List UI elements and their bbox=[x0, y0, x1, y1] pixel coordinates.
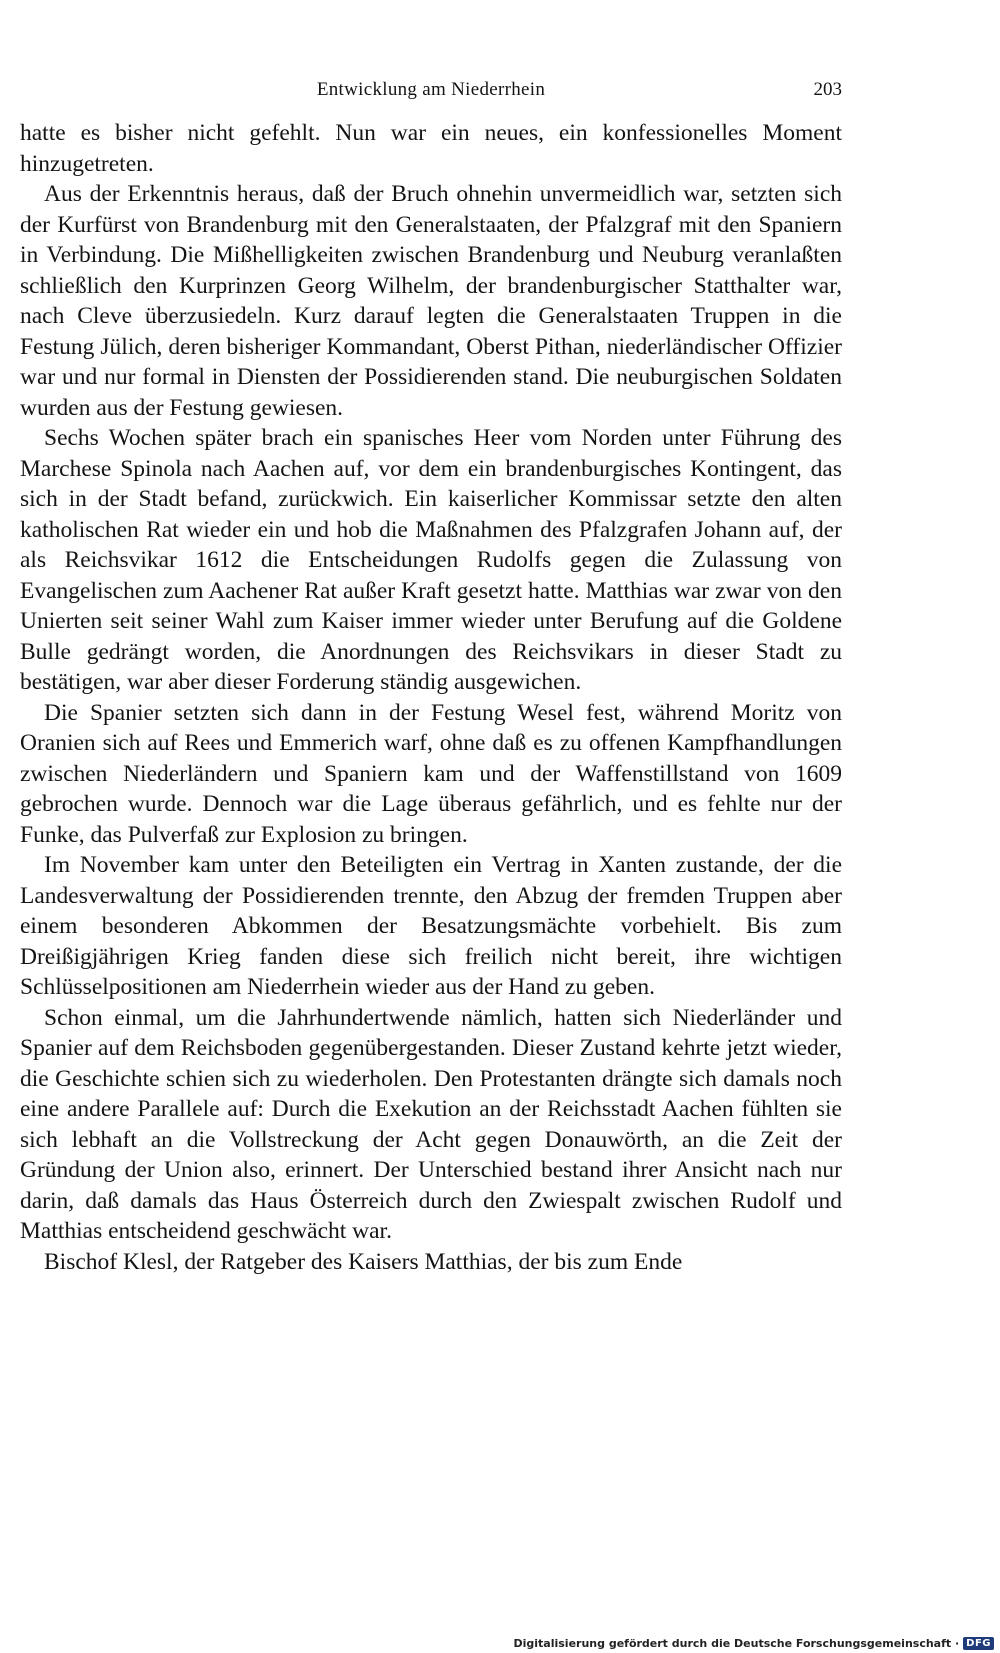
paragraph-7: Bischof Klesl, der Ratgeber des Kaisers Matthias, der bis zum Ende bbox=[44, 1248, 683, 1275]
running-title: Entwicklung am Niederrhein bbox=[316, 79, 546, 100]
paragraph-2: Aus der Erkenntnis heraus, daß der Bruch ohnehin unvermeidlich war, setzten sich der Kurfürst von Brandenburg mit den Generalstaaten, der Pfalzgraf mit den Spaniern in Verbindung. Die Mißhelligkeiten zwischen Brandenburg und Neuburg veranlaßten schließlich den Kurprinzen Georg Wilhelm, der brandenburgischer Statthalter war, nach Cleve überzusiedeln. Kurz darauf legten die Generalstaaten Truppen in die Festung Jülich, deren bisheriger Kommandant, Oberst Pithan, niederländischer Offizier war und nur formal in Diensten der Possidierenden stand. Die neuburgischen Soldaten wurden aus der Festung gewiesen. bbox=[20, 181, 842, 421]
digitization-credit bbox=[513, 1635, 994, 1651]
paragraph-1: hatte es bisher nicht gefehlt. Nun war ein neues, ein konfessionelles Moment hinzugetreten. bbox=[20, 120, 842, 177]
dfg-logo: DFG bbox=[963, 1637, 994, 1650]
paragraph-4: Die Spanier setzten sich dann in der Festung Wesel fest, während Moritz von Oranien sich auf Rees und Emmerich warf, ohne daß es zu offenen Kampfhandlungen zwischen Niederländern und Spaniern kam und der Waffenstillstand von 1609 gebrochen wurde. Dennoch war die Lage überaus gefährlich, und es fehlte nur der Funke, das Pulverfaß zur Explosion zu bringen. bbox=[20, 699, 842, 848]
body-text bbox=[20, 118, 842, 1277]
paragraph-3: Sechs Wochen später brach ein spanisches Heer vom Norden unter Führung des Marchese Spinola nach Aachen auf, vor dem ein brandenburgisches Kontingent, das sich in der Stadt befand, zurückwich. Ein kaiserlicher Kommissar setzte den alten katholischen Rat wieder ein und hob die Maßnahmen des Pfalzgrafen Johann auf, der als Reichsvikar 1612 die Entscheidungen Rudolfs gegen die Zulassung von Evangelischen zum Aachener Rat außer Kraft gesetzt hatte. Matthias war zwar von den Unierten seit seiner Wahl zum Kaiser immer wieder unter Berufung auf die Goldene Bulle gedrängt worden, die Anordnungen des Reichsvikars in dieser Stadt zu bestätigen, war aber dieser Forderung ständig ausgewichen. bbox=[20, 425, 842, 695]
running-head bbox=[20, 76, 842, 104]
credit-text: Digitalisierung gefördert durch die Deutsche Forschungsgemeinschaft · bbox=[513, 1636, 960, 1650]
page-number: 203 bbox=[813, 79, 842, 100]
paragraph-6: Schon einmal, um die Jahrhundertwende nämlich, hatten sich Niederländer und Spanier auf dem Reichsboden gegenübergestanden. Dieser Zustand kehrte jetzt wieder, die Geschichte schien sich zu wiederholen. Den Protestanten drängte sich damals noch eine andere Parallele auf: Durch die Exekution an der Reichsstadt Aachen fühlten sie sich lebhaft an die Vollstreckung der Acht gegen Donauwörth, an die Zeit der Gründung der Union also, erinnert. Der Unterschied bestand ihrer Ansicht nach nur darin, daß damals das Haus Österreich durch den Zwiespalt zwischen Rudolf und Matthias entscheidend geschwächt war. bbox=[20, 1004, 842, 1244]
paragraph-5: Im November kam unter den Beteiligten ein Vertrag in Xanten zustande, der die Landesverwaltung der Possidierenden trennte, den Abzug der fremden Truppen aber einem besonderen Abkommen der Besatzungsmächte vorbehielt. Bis zum Dreißigjährigen Krieg fanden diese sich freilich nicht bereit, ihre wichtigen Schlüsselpositionen am Niederrhein wieder aus der Hand zu geben. bbox=[20, 852, 842, 1000]
